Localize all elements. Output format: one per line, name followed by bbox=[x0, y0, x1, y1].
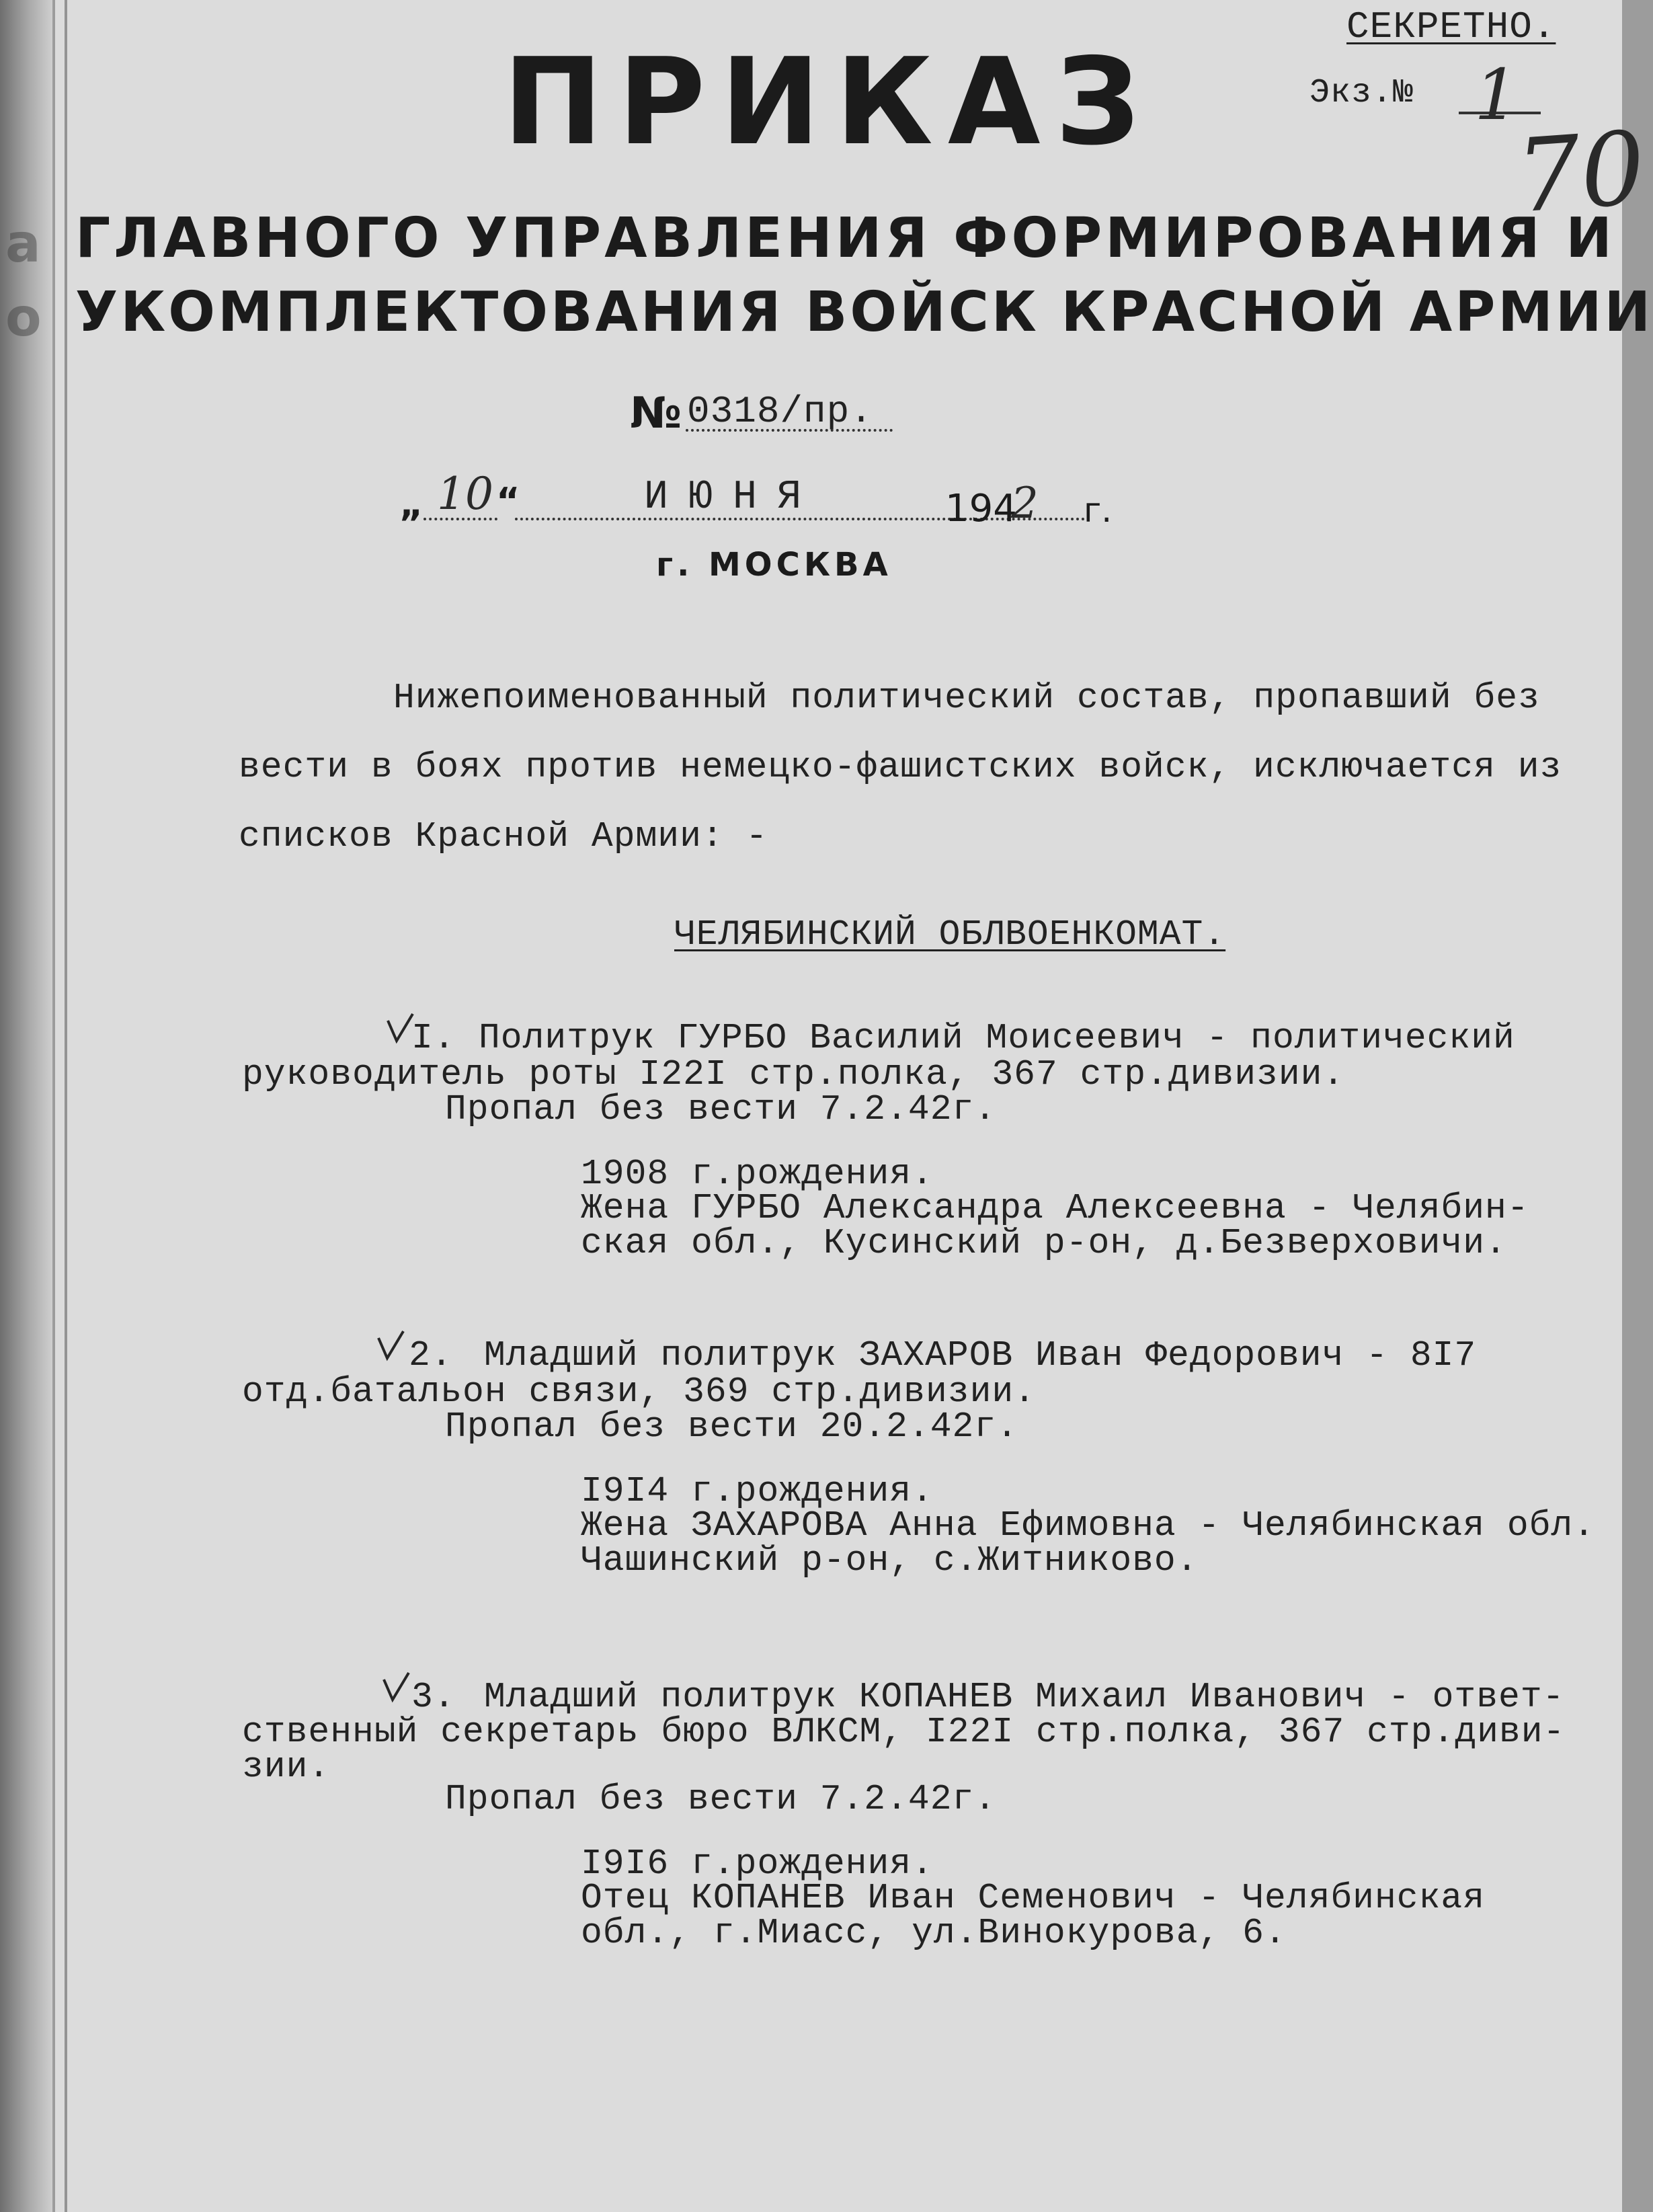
entry-2-line-2: отд.батальон связи, 369 стр.дивизии. bbox=[242, 1372, 1036, 1412]
copy-label: Экз.№ bbox=[1309, 74, 1414, 112]
city: г. МОСКВА bbox=[656, 546, 892, 584]
entry-3-missing: Пропал без вести 7.2.42г. bbox=[445, 1779, 997, 1819]
order-number-label: № bbox=[630, 389, 682, 438]
entry-1-line-2: руководитель роты I22I стр.полка, 367 стр.дивизии. bbox=[242, 1054, 1345, 1095]
binding-edge bbox=[65, 0, 67, 2212]
organization-line-1: ГЛАВНОГО УПРАВЛЕНИЯ ФОРМИРОВАНИЯ И bbox=[75, 206, 1615, 270]
entry-3-line-2: ственный секретарь бюро ВЛКСМ, I22I стр.полка, 367 стр.диви- bbox=[242, 1712, 1566, 1752]
entry-1-kin-1: Жена ГУРБО Александра Алексеевна - Челябин- bbox=[581, 1188, 1529, 1228]
entry-1-number: I. bbox=[411, 1018, 456, 1058]
order-number: 0318/пр. bbox=[687, 390, 873, 433]
archive-number: 70 bbox=[1513, 110, 1649, 236]
date-year-prefix: 194 bbox=[945, 487, 1017, 530]
entry-2-missing: Пропал без вести 20.2.42г. bbox=[445, 1407, 1018, 1447]
secret-stamp: СЕКРЕТНО. bbox=[1346, 5, 1556, 48]
left-cut-letter-1: а bbox=[5, 214, 41, 274]
entry-2-line-1: Младший политрук ЗАХАРОВ Иван Федорович - 8I7 bbox=[484, 1335, 1477, 1376]
copy-number: 1 bbox=[1474, 54, 1519, 136]
entry-3-line-3: зии. bbox=[242, 1747, 331, 1787]
entry-3-line-1: Младший политрук КОПАНЕВ Михаил Иванович - ответ- bbox=[484, 1677, 1565, 1717]
date-year-g: г. bbox=[1084, 491, 1113, 530]
entry-1-line-1: Политрук ГУРБО Василий Моисеевич - политический bbox=[479, 1018, 1515, 1058]
left-cut-letter-2: о bbox=[5, 288, 42, 348]
entry-3-number: 3. bbox=[411, 1677, 456, 1717]
entry-1-kin-2: ская обл., Кусинский р-он, д.Безверховичи. bbox=[581, 1223, 1507, 1263]
entry-2-number: 2. bbox=[409, 1335, 453, 1376]
intro-line-2: вести в боях против немецко-фашистских войск, исключается из bbox=[239, 747, 1562, 787]
date-year-suffix: 2 bbox=[1011, 479, 1039, 528]
intro-line-3: списков Красной Армии: - bbox=[239, 816, 768, 857]
check-mark-icon bbox=[376, 1330, 405, 1361]
check-mark-icon bbox=[382, 1671, 410, 1702]
entry-1-born: 1908 г.рождения. bbox=[581, 1154, 934, 1194]
section-title: ЧЕЛЯБИНСКИЙ ОБЛВОЕНКОМАТ. bbox=[674, 914, 1226, 955]
document-title: ПРИКАЗ bbox=[503, 32, 1156, 171]
entry-3-born: I9I6 г.рождения. bbox=[581, 1844, 934, 1884]
check-mark-icon bbox=[386, 1013, 414, 1043]
entry-2-kin-2: Чашинский р-он, с.Житниково. bbox=[581, 1540, 1199, 1581]
date-open-quote: „ bbox=[399, 483, 424, 525]
entry-3-kin-1: Отец КОПАНЕВ Иван Семенович - Челябинская bbox=[581, 1878, 1486, 1918]
date-month: ИЮНЯ bbox=[644, 475, 822, 520]
date-day: 10 bbox=[437, 468, 493, 520]
organization-line-2: УКОМПЛЕКТОВАНИЯ ВОЙСК КРАСНОЙ АРМИИ bbox=[75, 280, 1653, 344]
entry-2-born: I9I4 г.рождения. bbox=[581, 1471, 934, 1511]
entry-1-missing: Пропал без вести 7.2.42г. bbox=[445, 1089, 997, 1130]
intro-line-1: Нижепоименованный политический состав, пропавший без bbox=[393, 678, 1540, 718]
entry-3-kin-2: обл., г.Миасс, ул.Винокурова, 6. bbox=[581, 1913, 1287, 1953]
date-day-line bbox=[424, 518, 497, 520]
entry-2-kin-1: Жена ЗАХАРОВА Анна Ефимовна - Челябинская обл. bbox=[581, 1505, 1596, 1546]
order-number-line bbox=[686, 429, 893, 432]
date-close-quote: “ bbox=[496, 480, 520, 522]
